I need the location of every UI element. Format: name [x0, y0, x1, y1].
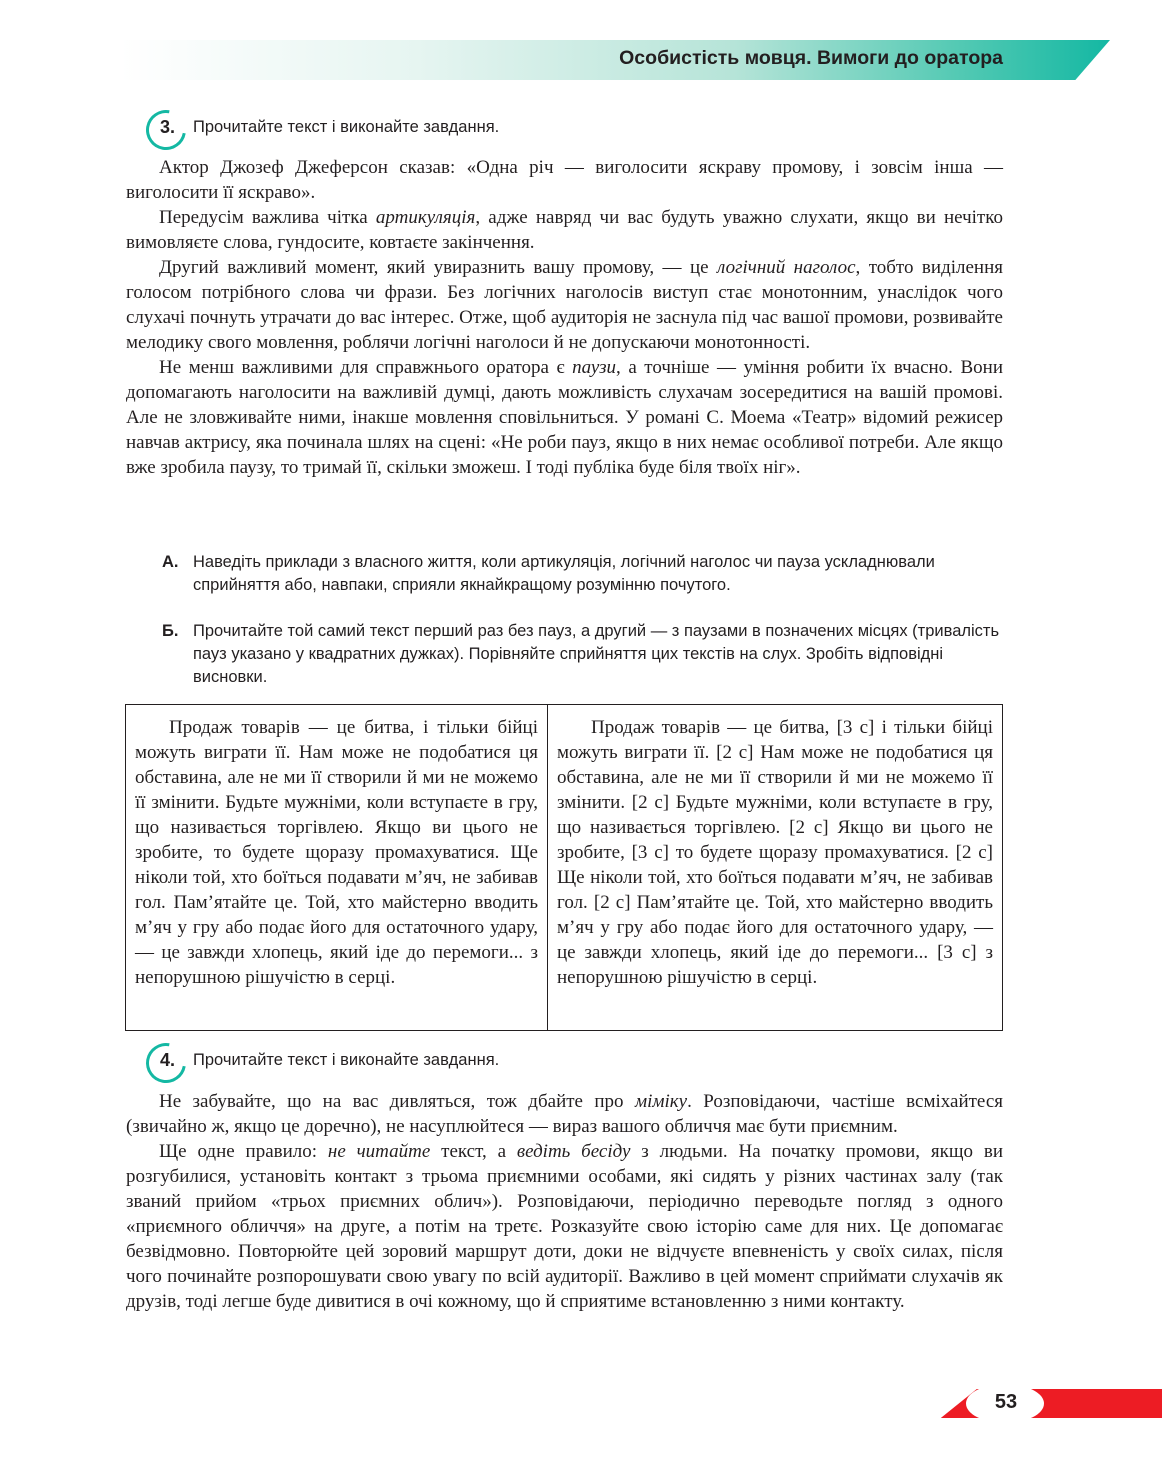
paragraph [126, 1139, 1003, 1314]
paragraph-text: текст, а [430, 1141, 517, 1162]
task-instruction: Прочитайте текст і виконайте завдання. [193, 118, 500, 136]
paragraph-text: Ще одне правило: [159, 1141, 328, 1162]
paragraph [126, 155, 1003, 205]
table-cell-without-pauses [126, 705, 548, 1030]
paragraph-text: з людьми. На початку промови, якщо ви розгубилися, установіть контакт з трьома приємними особами, які сидять у різних частинах залу (так званий прийом «трьох приємних облич»). Розповідаючи, періодично переводьте погляд з одного «приємного обличчя» на друге, а потім на третє. Розказуйте свою історію саме для них. Це допомагає безвідмовно. Повторюйте цей зоровий маршрут доти, доки не відчуєте впевненість у своїх силах, після чого починайте розпорошувати свою увагу по всій аудиторії. Важливо в цей момент сприймати слухачів як друзів, тоді легше буде дивитися в очі кожному, що й сприятиме встановленню з ними контакту. [126, 1141, 1003, 1312]
italic-term: артикуляція [375, 207, 476, 228]
task-3-text [126, 155, 1003, 480]
paragraph [126, 255, 1003, 355]
task-number: 4. [160, 1050, 176, 1070]
subtask-letter: А. [162, 553, 179, 571]
paragraph [126, 205, 1003, 255]
task-number: 3. [160, 117, 176, 137]
paragraph-text: , адже навряд чи вас будуть уважно слухати, якщо ви нечітко вимовляєте слова, гундосите, ковтаєте закінчення. [126, 207, 1003, 253]
paragraph-text: Не забувайте, що на вас дивляться, тож дбайте про [159, 1091, 635, 1112]
paragraph-text: . Розповідаючи, частіше всміхайтеся (звичайно ж, якщо це доречно), не насуплюйтеся — вираз вашого обличчя має бути приємним. [126, 1091, 1003, 1137]
subtask-a [162, 551, 1004, 597]
subtask-b [162, 620, 1004, 689]
task-instruction: Прочитайте текст і виконайте завдання. [193, 1051, 500, 1069]
page-title: Особистість мовця. Вимоги до оратора [619, 47, 1003, 69]
italic-term: логічний наголос [717, 257, 856, 278]
page-number: 53 [994, 1391, 1018, 1413]
italic-term: паузи [572, 357, 617, 378]
paragraph-text: , тобто виділення голосом потрібного слова чи фрази. Без логічних наголосів виступ стає монотонним, унаслідок чого слухачі почнуть утрачати до вас інтерес. Отже, щоб аудиторія не заснула під час вашої промови, розвивайте мелодику свого мовлення, роблячи логічні наголоси й не допускаючи монотонності. [126, 257, 1003, 353]
subtask-letter: Б. [162, 622, 179, 640]
cell-text: Продаж товарів — це битва, [3 с] і тільки бійці можуть виграти її. [2 с] Нам може не подобатися ця обставина, але не ми її створили й ми не можемо її змінити. [2 с] Будьте мужніми, коли вступаєте в гру, що називається торгівлею. [2 с] Якщо ви цього не зробите, [3 с] то будете щоразу промахуватися. [2 с] Ще ніколи той, хто боїться подавати м’яч, не забивав гол. [2 с] Пам’ятайте це. Той, хто майстерно вводить м’яч у гру або подає його для остаточного удару, — це завжди хлопець, який іде до перемоги... [3 с] з непорушною рішучістю в серці. [557, 717, 993, 988]
task-4-text [126, 1089, 1003, 1314]
paragraph-text: , а точніше — уміння робити їх вчасно. Вони допомагають наголосити на важливій думці, дають можливість слухачам зосередитися на вашій промові. Але не зловживайте ними, інакше мовлення сповільниться. У романі С. Моема «Театр» відомий режисер навчав актрису, яка починала шлях на сцені: «Не роби пауз, якщо в них немає особливої потреби. Але якщо вже зробила паузу, то тримай її, скільки зможеш. І тоді публіка буде біля твоїх ніг». [126, 357, 1003, 478]
paragraph-text: Другий важливий момент, який увиразнить вашу промову, — це [159, 257, 718, 278]
italic-term: не читайте [327, 1141, 431, 1162]
cell-text: Продаж товарів — це битва, і тільки бійці можуть виграти її. Нам може не подобатися ця обставина, але не ми її створили й ми не можемо її змінити. Будьте мужніми, коли вступаєте в гру, що називається торгівлею. Якщо ви цього не зробите, то будете щоразу промахуватися. Ще ніколи той, хто боїться подавати м’яч, не забивав гол. Пам’ятайте це. Той, хто майстерно вводить м’яч у гру або подає його для остаточного удару, — це завжди хлопець, який іде до перемоги... з непорушною рішучістю в серці. [135, 717, 538, 988]
italic-term: міміку [634, 1091, 688, 1112]
paragraph-text: Актор Джозеф Джеферсон сказав: «Одна річ — виголосити яскраву промову, і зовсім інша — виголосити її яскраво». [126, 157, 1003, 203]
subtask-text: Наведіть приклади з власного життя, коли артикуляція, логічний наголос чи пауза ускладнювали сприйняття або, навпаки, сприяли якнайкращому розумінню почутого. [193, 553, 935, 594]
paragraph [126, 355, 1003, 480]
subtask-text: Прочитайте той самий текст перший раз без пауз, а другий — з паузами в позначених місцях (тривалість пауз указано у квадратних дужках). Порівняйте сприйняття цих текстів на слух. Зробіть відповідні висновки. [193, 622, 1000, 686]
table-cell-with-pauses [548, 705, 1002, 1030]
paragraph-text: Не менш важливими для справжнього оратора є [159, 357, 573, 378]
paragraph [126, 1089, 1003, 1139]
italic-term: ведіть бесіду [516, 1141, 631, 1162]
comparison-table [125, 704, 1003, 1031]
paragraph-text: Передусім важлива чітка [159, 207, 376, 228]
